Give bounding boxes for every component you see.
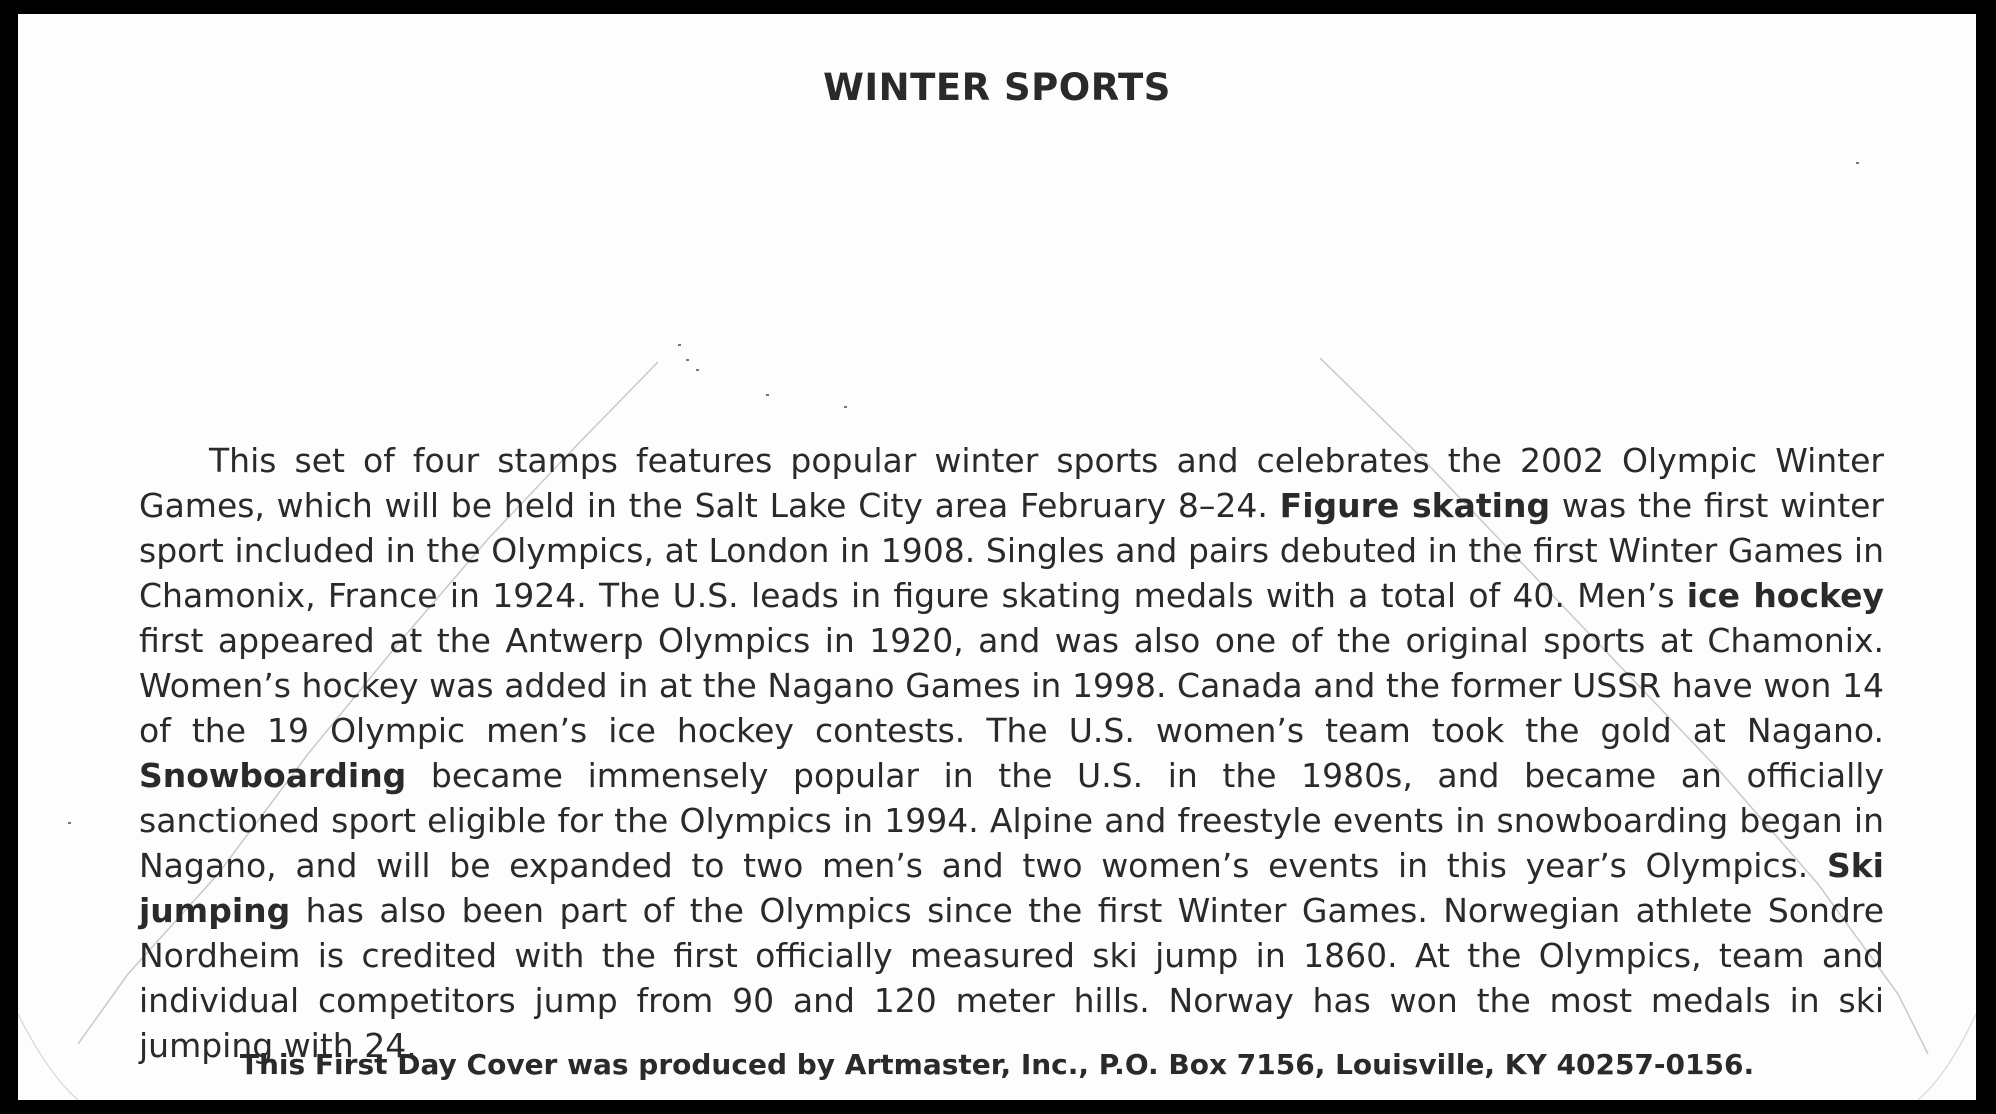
- paper-speck: [686, 359, 689, 361]
- term-figure-skating: Figure skating: [1279, 486, 1551, 525]
- paragraph-text: This set of four stamps features popular winter sports and celebrates the 2002 Olympic Winter Games, which will be held in the Salt Lake City area February 8–24.: [139, 441, 1884, 525]
- paragraph-text: has also been part of the Olympics since the first Winter Games. Norwegian athlete Sondre Nordheim is credited with the first officially measured ski jump in 1860. At the Olympics, team and individual competitors jump from 90 and 120 meter hills. Norway has won the most medals in ski jumping with 24.: [139, 891, 1884, 1065]
- paragraph-text: first appeared at the Antwerp Olympics in 1920, and was also one of the original sports at Chamonix. Women’s hockey was added in at the Nagano Games in 1998. Canada and the former USSR have won 14 of the 19 Olympic men’s ice hockey contests. The U.S. women’s team took the gold at Nagano.: [139, 621, 1884, 750]
- description-paragraph: [139, 438, 1884, 1068]
- paper-speck: [678, 344, 681, 346]
- page-title: WINTER SPORTS: [823, 66, 1171, 109]
- paper-speck: [1856, 162, 1859, 164]
- paper-speck: [696, 369, 699, 371]
- envelope-back: [18, 14, 1976, 1100]
- term-ski-jumping: Ski jumping: [139, 846, 1884, 930]
- term-snowboarding: Snowboarding: [139, 756, 407, 795]
- term-ice-hockey: ice hockey: [1686, 576, 1884, 615]
- paragraph-text: was the first winter sport included in the Olympics, at London in 1908. Singles and pairs debuted in the first Winter Games in Chamonix, France in 1924. The U.S. leads in figure skating medals with a total of 40. Men’s: [139, 486, 1884, 615]
- paper-speck: [844, 406, 847, 408]
- paragraph-text: became immensely popular in the U.S. in the 1980s, and became an officially sanctioned sport eligible for the Olympics in 1994. Alpine and freestyle events in snowboarding began in Nagano, and will be expanded to two men’s and two women’s events in this year’s Olympics.: [139, 756, 1884, 885]
- producer-footer: This First Day Cover was produced by Artmaster, Inc., P.O. Box 7156, Louisville, KY 40257-0156.: [239, 1048, 1755, 1081]
- paper-speck: [68, 822, 71, 824]
- paper-speck: [766, 394, 769, 396]
